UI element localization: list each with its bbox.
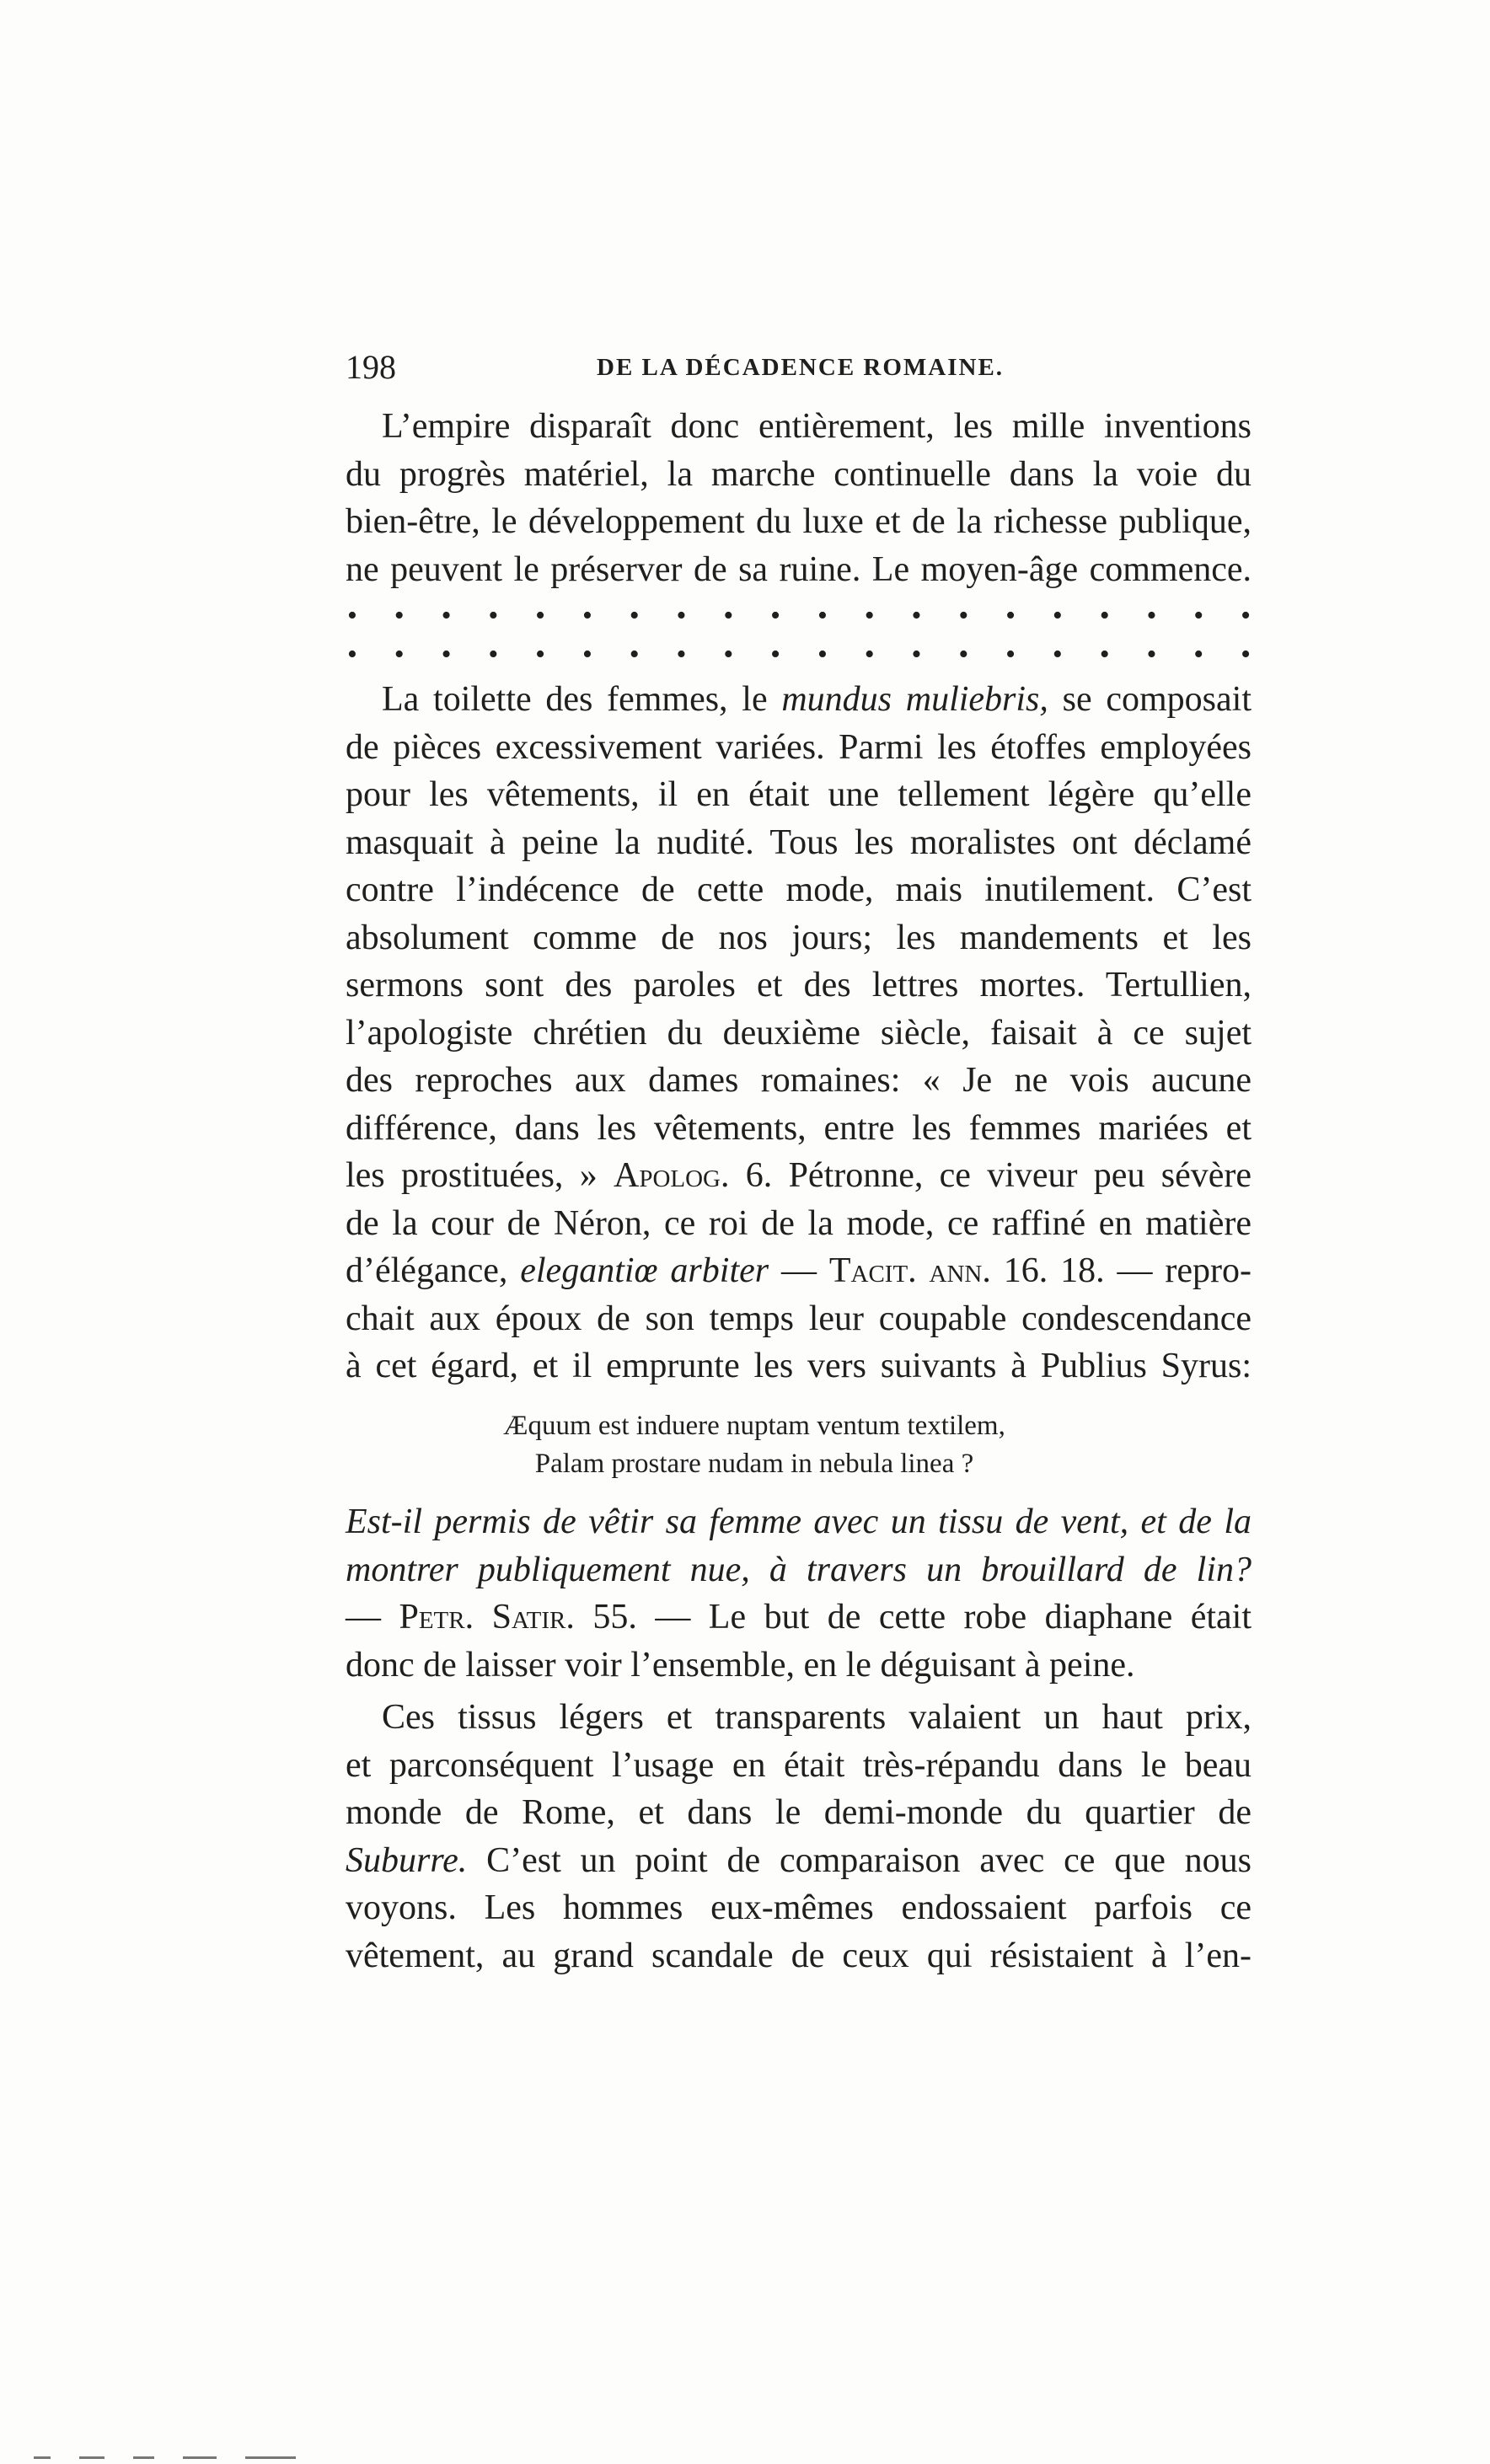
text-run: 6. Pétronne, ce viveur peu sévère xyxy=(729,1156,1251,1195)
text-line: de pièces excessivement variées. Parmi les étoffes employées xyxy=(346,727,1251,767)
text-line xyxy=(346,1247,1251,1295)
ellipsis-row xyxy=(347,600,1251,632)
text-line xyxy=(346,1837,1251,1885)
text-run: La toilette des femmes, le xyxy=(382,680,782,719)
edge-mark xyxy=(245,2456,296,2459)
citation: Tacit. ann. xyxy=(828,1251,991,1290)
edge-mark xyxy=(133,2456,154,2459)
text-line: masquait à peine la nudité. Tous les moralistes ont déclamé xyxy=(346,822,1251,862)
text-line: différence, dans les vêtements, entre les femmes mariées et xyxy=(346,1108,1251,1148)
text-line: contre l’indécence de cette mode, mais inutilement. C’est xyxy=(346,870,1251,909)
text-line: de la cour de Néron, ce roi de la mode, ce raffiné en matière xyxy=(346,1203,1251,1243)
edge-mark xyxy=(79,2456,105,2459)
citation: Apolog. xyxy=(613,1156,730,1195)
translation-paragraph xyxy=(346,1498,1251,1689)
text-line: voyons. Les hommes eux-mêmes endossaient parfois ce xyxy=(346,1888,1251,1927)
page-number: 198 xyxy=(346,348,396,386)
text-line: ne peuvent le préserver de sa ruine. Le moyen-âge commence. xyxy=(346,549,1251,589)
verse-line: Palam prostare nudam in nebula linea ? xyxy=(534,1449,974,1479)
text-line: Ces tissus légers et transparents valaient un haut prix, xyxy=(382,1698,1251,1737)
text-line: absolument comme de nos jours; les mandements et les xyxy=(346,918,1251,957)
text-line: L’empire disparaît donc entièrement, les mille inventions xyxy=(382,407,1251,446)
text-line: monde de Rome, et dans le demi-monde du quartier de xyxy=(346,1793,1251,1832)
text-line: pour les vêtements, il en était une tellement légère qu’elle xyxy=(346,775,1251,814)
paragraph-1 xyxy=(346,403,1251,593)
text-line xyxy=(346,1152,1251,1200)
edge-mark xyxy=(183,2456,217,2459)
text-line: Est-il permis de vêtir sa femme avec un tissu de vent, et de la xyxy=(346,1503,1251,1541)
text-run: les prostituées, » xyxy=(346,1156,614,1195)
text-run: se composait xyxy=(1048,680,1251,719)
text-line: bien-être, le développement du luxe et de la richesse publique, xyxy=(346,502,1251,541)
dot-leader: • • • • • • • • • • • • • • • • • • • • xyxy=(347,639,1251,670)
text-line xyxy=(346,1594,1251,1642)
ellipsis-row xyxy=(347,639,1251,671)
edge-mark xyxy=(34,2456,51,2459)
text-run: C’est un point de comparaison avec ce que nous xyxy=(467,1840,1251,1880)
place-name: Suburre. xyxy=(346,1840,468,1880)
text-run: — xyxy=(346,1598,399,1636)
verse-line: Æquum est induere nuptam ventum textilem, xyxy=(503,1411,1005,1441)
text-line: des reproches aux dames romaines: « Je ne vois aucune xyxy=(346,1061,1251,1100)
text-line xyxy=(346,676,1251,724)
text-line: l’apologiste chrétien du deuxième siècle, faisait à ce sujet xyxy=(346,1013,1251,1053)
text-run: 55. — Le but de cette robe diaphane était xyxy=(574,1598,1252,1636)
text-line: sermons sont des paroles et des lettres mortes. Tertullien, xyxy=(346,966,1251,1004)
text-line: à cet égard, et il emprunte les vers suivants à Publius Syrus: xyxy=(346,1347,1251,1385)
text-line: et parconséquent l’usage en était très-répandu dans le beau xyxy=(346,1745,1251,1785)
text-run: d’élégance, xyxy=(346,1251,521,1290)
text-run: 16. 18. — repro- xyxy=(990,1251,1251,1290)
latin-term: mundus muliebris, xyxy=(781,680,1048,719)
text-run: — xyxy=(769,1251,829,1290)
text-line: chait aux époux de son temps leur coupable condescendance xyxy=(346,1299,1251,1338)
dot-leader: • • • • • • • • • • • • • • • • • • • • xyxy=(347,600,1251,631)
latin-term: elegantiœ arbiter xyxy=(520,1251,769,1290)
text-line: montrer publiquement nue, à travers un brouillard de lin? xyxy=(346,1550,1251,1589)
paragraph-2 xyxy=(346,676,1251,1390)
latin-verse xyxy=(0,1407,1490,1483)
text-line: vêtement, au grand scandale de ceux qui résistaient à l’en- xyxy=(346,1936,1251,1975)
running-title: DE LA DÉCADENCE ROMAINE. xyxy=(597,354,1005,381)
page-header xyxy=(346,347,1247,389)
text-line: du progrès matériel, la marche continuelle dans la voie du xyxy=(346,454,1251,494)
scan-edge-marks xyxy=(34,2448,438,2451)
paragraph-3 xyxy=(346,1694,1251,1979)
citation: Petr. Satir. xyxy=(399,1598,575,1636)
text-line: donc de laisser voir l’ensemble, en le déguisant à peine. xyxy=(346,1645,1135,1685)
